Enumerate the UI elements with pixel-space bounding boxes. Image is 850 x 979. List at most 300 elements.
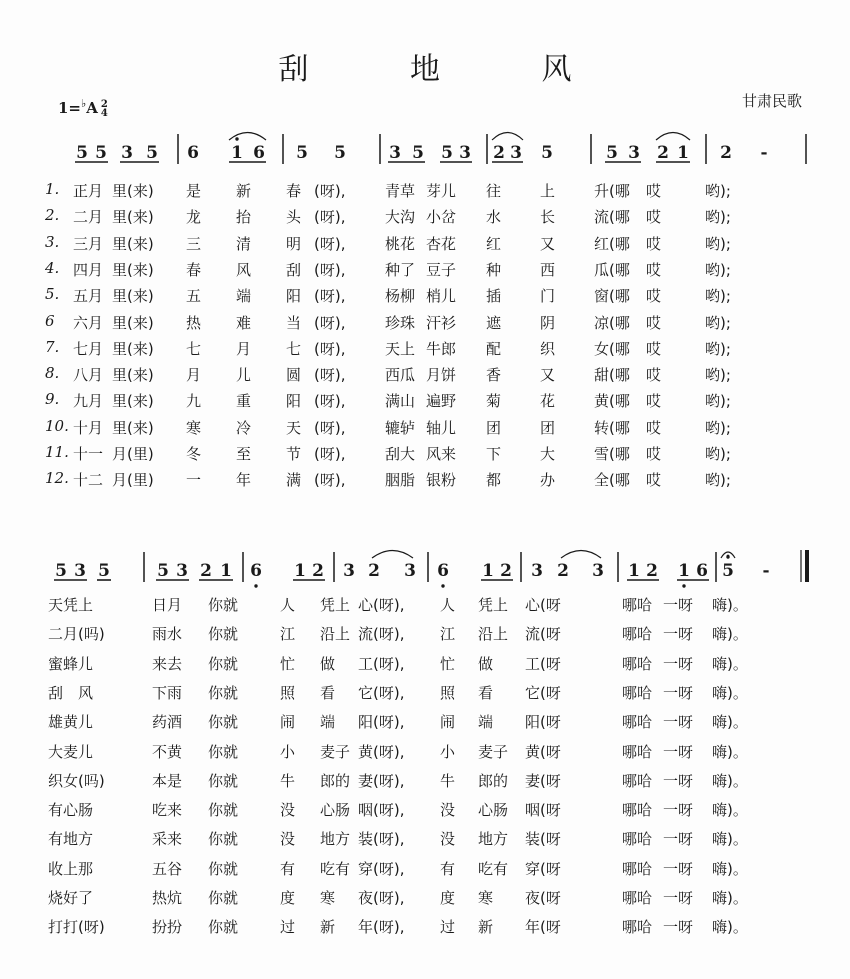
lyric-syllable: 过 (440, 918, 456, 937)
lyric-row (0, 770, 850, 794)
lyric-syllable: 十一 (73, 445, 104, 463)
lyric-syllable: 天上 (385, 339, 416, 358)
lyric-syllable: 麦子 (478, 742, 509, 761)
lyric-syllable: 烧好了 (48, 889, 94, 907)
note: 1 (231, 143, 243, 163)
note: 5 (441, 143, 453, 163)
lyric-syllable: 满山 (385, 392, 416, 411)
lyric-syllable: 闹 (280, 713, 296, 732)
note: 5 (76, 143, 88, 163)
lyric-syllable: 下雨 (152, 683, 183, 702)
lyric-syllable: 郎的 (478, 771, 509, 790)
lyric-syllable: 转(哪 (594, 418, 630, 437)
lyric-row (0, 285, 850, 309)
lyric-syllable: 杏花 (426, 234, 457, 253)
lyric-syllable: 里(来) (112, 339, 154, 358)
lyric-syllable: 黄(呀), (358, 742, 405, 761)
lyric-row (0, 338, 850, 362)
octave-dot (441, 584, 444, 587)
note: 1 (677, 143, 689, 163)
lyric-syllable: 织 (540, 339, 556, 358)
lyric-syllable: 明 (286, 234, 302, 253)
note: 2 (657, 143, 669, 163)
lyric-syllable: 它(呀), (358, 683, 405, 702)
lyric-syllable: 流(呀), (358, 625, 405, 644)
lyric-syllable: 你就 (208, 830, 239, 849)
lyric-syllable: 妻(呀 (525, 771, 561, 790)
lyric-syllable: (呀), (314, 313, 346, 332)
lyric-syllable: 你就 (208, 654, 239, 673)
lyric-syllable: 哎 (646, 313, 662, 332)
lyric-syllable: 儿 (236, 366, 252, 385)
lyric-syllable: 人 (280, 596, 296, 614)
note: 5 (606, 143, 618, 163)
lyric-syllable: 度 (280, 889, 296, 907)
lyric-syllable: 大沟 (385, 208, 416, 227)
lyric-syllable: 是 (186, 182, 202, 200)
note: 1 (294, 561, 306, 581)
lyric-syllable: 哪哈 (622, 830, 653, 849)
key-signature (58, 97, 108, 118)
lyric-row (0, 469, 850, 493)
note: 5 (157, 561, 169, 581)
lyric-syllable: 当 (286, 313, 302, 332)
note: 5 (722, 561, 734, 581)
lyric-syllable: 麦子 (320, 742, 351, 761)
lyric-syllable: 豆子 (426, 260, 457, 279)
lyric-syllable: 四月 (73, 260, 104, 279)
lyric-syllable: 胭脂 (385, 471, 416, 490)
lyric-syllable: 一 (186, 471, 202, 490)
lyric-syllable: 五谷 (152, 859, 183, 878)
lyric-syllable: 工(呀), (358, 654, 405, 673)
lyric-syllable: 一呀 (663, 683, 694, 702)
lyric-syllable: 刮大 (385, 445, 416, 463)
note: 2 (368, 561, 380, 581)
lyric-row (0, 916, 850, 940)
lyric-syllable: 一呀 (663, 859, 694, 878)
lyric-syllable: 雨水 (152, 625, 183, 644)
lyric-syllable: 哪哈 (622, 742, 653, 761)
lyric-syllable: 正月 (73, 182, 104, 200)
lyric-syllable: 寒 (186, 418, 202, 437)
note: 6 (250, 561, 262, 581)
lyric-syllable: 龙 (186, 208, 202, 227)
lyric-syllable: 七 (286, 339, 302, 358)
note: 2 (557, 561, 569, 581)
lyric-syllable: 夜(呀), (358, 889, 405, 907)
lyric-syllable: 哪哈 (622, 596, 653, 614)
lyric-syllable: 牛 (440, 771, 456, 790)
lyric-syllable: 全(哪 (594, 471, 630, 490)
lyric-syllable: 吃有 (320, 859, 351, 878)
lyric-syllable: 小 (280, 742, 296, 761)
lyric-syllable: 凭上 (320, 596, 351, 614)
lyric-syllable: 有心肠 (48, 801, 94, 820)
lyric-row (0, 799, 850, 823)
lyric-syllable: 装(呀), (358, 830, 405, 849)
verse-number: 9. (45, 390, 60, 409)
lyric-syllable: 哪哈 (622, 889, 653, 907)
tie-slur (656, 133, 690, 141)
lyric-syllable: 哟); (705, 208, 731, 227)
lyric-syllable: 采来 (152, 830, 183, 849)
lyric-syllable: (呀), (314, 392, 346, 411)
lyric-syllable: 都 (486, 471, 502, 490)
lyric-syllable: 里(来) (112, 260, 154, 279)
lyric-syllable: 七月 (73, 339, 104, 358)
lyric-syllable: 扮扮 (152, 918, 183, 937)
lyric-syllable: 一呀 (663, 830, 694, 849)
lyric-syllable: 嗨)。 (712, 625, 748, 644)
tie-slur (561, 551, 601, 559)
lyric-syllable: 嗨)。 (712, 742, 748, 761)
lyric-syllable: 西瓜 (385, 366, 416, 385)
lyric-syllable: 杨柳 (385, 287, 416, 306)
lyric-syllable: 年(呀), (358, 918, 405, 937)
lyric-syllable: 看 (478, 683, 494, 702)
lyric-syllable: 月饼 (426, 366, 457, 385)
lyric-syllable: 一呀 (663, 625, 694, 644)
lyric-syllable: 五 (186, 287, 202, 306)
note: 3 (628, 143, 640, 163)
melody-line-1 (0, 130, 850, 170)
lyric-row (0, 711, 850, 735)
lyric-syllable: 牛郎 (426, 339, 457, 358)
lyric-syllable: 蜜蜂儿 (48, 654, 94, 673)
lyric-syllable: 咽(呀), (358, 801, 405, 820)
lyric-syllable: 哪哈 (622, 801, 653, 820)
lyric-syllable: 一呀 (663, 713, 694, 732)
lyric-syllable: 嗨)。 (712, 801, 748, 820)
lyric-syllable: 头 (286, 208, 302, 227)
lyric-syllable: 天 (286, 418, 302, 437)
lyric-syllable: 西 (540, 260, 556, 279)
lyric-syllable: 又 (540, 234, 556, 253)
verse-number: 2. (45, 206, 60, 225)
lyric-syllable: 门 (540, 287, 556, 306)
note: 2 (720, 143, 732, 163)
lyric-syllable: 里(来) (112, 287, 154, 306)
lyric-syllable: 嗨)。 (712, 889, 748, 907)
lyric-syllable: 寒 (320, 889, 336, 907)
lyric-syllable: 穿(呀 (525, 859, 561, 878)
lyric-syllable: 瓜(哪 (594, 260, 630, 279)
lyric-syllable: 郎的 (320, 771, 351, 790)
lyric-syllable: (呀), (314, 260, 346, 279)
lyric-syllable: 心肠 (320, 801, 351, 820)
lyric-syllable: 哎 (646, 260, 662, 279)
note: 5 (98, 561, 110, 581)
lyric-syllable: 辘轳 (385, 418, 416, 437)
lyric-syllable: 闹 (440, 713, 456, 732)
lyric-syllable: 嗨)。 (712, 683, 748, 702)
lyric-syllable: 一呀 (663, 771, 694, 790)
lyric-syllable: 十月 (73, 418, 104, 437)
lyric-syllable: 年 (236, 471, 252, 490)
lyric-syllable: 一呀 (663, 918, 694, 937)
lyric-syllable: 忙 (280, 654, 296, 673)
lyric-syllable: 花 (540, 392, 556, 411)
octave-dot (235, 137, 238, 140)
lyric-syllable: 一呀 (663, 889, 694, 907)
lyric-syllable: 一呀 (663, 596, 694, 614)
lyric-syllable: 忙 (440, 654, 456, 673)
lyric-syllable: 凭上 (478, 596, 509, 614)
lyric-syllable: 哪哈 (622, 771, 653, 790)
lyric-syllable: 照 (280, 683, 296, 702)
lyric-syllable: 哎 (646, 287, 662, 306)
lyric-syllable: 哪哈 (622, 713, 653, 732)
note: 5 (146, 143, 158, 163)
lyric-syllable: 桃花 (385, 234, 416, 253)
lyric-syllable: 你就 (208, 801, 239, 820)
lyric-syllable: 织女(吗) (48, 771, 105, 790)
note: 2 (500, 561, 512, 581)
song-title: 刮 地 风 (278, 52, 618, 87)
lyric-syllable: 妻(呀), (358, 771, 405, 790)
lyric-row (0, 858, 850, 882)
lyric-syllable: 春 (186, 260, 202, 279)
lyric-syllable: 哪哈 (622, 859, 653, 878)
lyric-syllable: 升(哪 (594, 182, 630, 200)
lyric-syllable: 窗(哪 (594, 287, 630, 306)
tie-slur (372, 551, 413, 559)
note: 2 (200, 561, 212, 581)
lyric-syllable: 雪(哪 (594, 445, 630, 463)
lyric-syllable: 汗衫 (426, 313, 457, 332)
lyric-syllable: 来去 (152, 654, 183, 673)
lyric-syllable: 青草 (385, 182, 416, 200)
lyric-syllable: 阳(呀 (525, 713, 561, 732)
lyric-syllable: 哎 (646, 234, 662, 253)
lyric-syllable: 红(哪 (594, 234, 630, 253)
note: 3 (343, 561, 355, 581)
lyric-syllable: 红 (486, 234, 502, 253)
lyric-syllable: 春 (286, 182, 302, 200)
lyric-syllable: 重 (236, 392, 252, 411)
lyric-syllable: 黄(呀 (525, 742, 561, 761)
tie-slur (229, 133, 266, 141)
lyric-syllable: 它(呀 (525, 683, 561, 702)
lyric-syllable: 哎 (646, 471, 662, 490)
note: 5 (55, 561, 67, 581)
lyric-syllable: 哟); (705, 182, 731, 200)
lyric-syllable: 月(里) (112, 471, 154, 490)
lyric-syllable: 照 (440, 683, 456, 702)
lyric-syllable: 黄(哪 (594, 392, 630, 411)
lyric-syllable: 你就 (208, 918, 239, 937)
lyric-row (0, 259, 850, 283)
lyric-syllable: 收上那 (48, 859, 94, 878)
verse-number: 1. (45, 180, 60, 198)
lyric-syllable: 药酒 (152, 713, 183, 732)
lyric-syllable: 团 (486, 418, 502, 437)
lyric-syllable: 哎 (646, 445, 662, 463)
lyric-syllable: 遍野 (426, 392, 457, 411)
lyric-syllable: 二月(吗) (48, 625, 105, 644)
note: 2 (646, 561, 658, 581)
lyric-syllable: 九 (186, 392, 202, 411)
lyric-syllable: 哟); (705, 366, 731, 385)
lyric-syllable: 哎 (646, 339, 662, 358)
lyric-syllable: 嗨)。 (712, 830, 748, 849)
octave-dot (682, 584, 685, 587)
lyric-syllable: 里(来) (112, 208, 154, 227)
lyric-syllable: 种 (486, 260, 502, 279)
lyric-syllable: 至 (236, 445, 252, 463)
key-prefix: 1= (58, 99, 82, 117)
note: 3 (74, 561, 86, 581)
verse-number: 6 (45, 311, 55, 330)
lyric-syllable: 小 (440, 742, 456, 761)
lyric-syllable: 地方 (320, 830, 351, 849)
lyric-syllable: 清 (236, 234, 252, 253)
lyric-syllable: 新 (320, 918, 336, 937)
lyric-syllable: 大 (540, 445, 556, 463)
lyric-syllable: 哟); (705, 418, 731, 437)
lyric-syllable: 夜(呀 (525, 889, 561, 907)
lyric-syllable: 风来 (426, 445, 457, 463)
lyric-syllable: 哪哈 (622, 625, 653, 644)
lyric-syllable: 流(哪 (594, 208, 630, 227)
lyric-syllable: 下 (486, 445, 502, 463)
lyric-syllable: 阳 (286, 287, 302, 306)
flat-sign: ♭ (81, 97, 87, 110)
lyric-syllable: (呀), (314, 234, 346, 253)
lyric-syllable: 小岔 (426, 208, 457, 227)
lyric-syllable: 没 (440, 801, 456, 820)
lyric-syllable: 冷 (236, 418, 252, 437)
lyric-row (0, 233, 850, 257)
lyric-syllable: 你就 (208, 889, 239, 907)
lyric-syllable: 七 (186, 339, 202, 358)
lyric-syllable: 八月 (73, 366, 104, 385)
lyric-syllable: 工(呀 (525, 654, 561, 673)
lyric-syllable: 沿上 (478, 625, 509, 644)
lyric-syllable: 配 (486, 339, 502, 358)
lyric-syllable: (呀), (314, 366, 346, 385)
lyric-syllable: 年(呀 (525, 918, 561, 937)
lyric-syllable: 雄黄儿 (48, 713, 94, 732)
verse-number: 12. (45, 469, 69, 488)
lyric-syllable: 办 (540, 471, 556, 490)
lyric-syllable: 一呀 (663, 742, 694, 761)
note: 3 (531, 561, 543, 581)
lyric-syllable: 新 (236, 182, 252, 200)
lyric-syllable: 长 (540, 208, 556, 227)
lyric-syllable: 水 (486, 208, 502, 227)
lyric-syllable: 哪哈 (622, 683, 653, 702)
lyric-syllable: 阴 (540, 313, 556, 332)
lyric-syllable: 嗨)。 (712, 771, 748, 790)
lyric-syllable: 端 (236, 287, 252, 306)
lyric-syllable: 哟); (705, 445, 731, 463)
lyric-syllable: 你就 (208, 596, 239, 614)
lyric-syllable: 哎 (646, 418, 662, 437)
tie-slur (492, 133, 523, 141)
lyric-syllable: 嗨)。 (712, 713, 748, 732)
time-bottom: 4 (100, 108, 108, 119)
lyric-syllable: 哎 (646, 366, 662, 385)
lyric-row (0, 887, 850, 911)
lyric-syllable: 吃来 (152, 801, 183, 820)
note: 1 (628, 561, 640, 581)
lyric-syllable: 日月 (152, 596, 183, 614)
lyric-syllable: 做 (320, 654, 336, 673)
lyric-row (0, 312, 850, 336)
lyric-syllable: 你就 (208, 771, 239, 790)
lyric-syllable: 又 (540, 366, 556, 385)
lyric-syllable: 装(呀 (525, 830, 561, 849)
lyric-syllable: (呀), (314, 182, 346, 200)
lyric-syllable: 抬 (236, 208, 252, 227)
lyric-syllable: 没 (440, 830, 456, 849)
lyric-syllable: 度 (440, 889, 456, 907)
lyric-syllable: (呀), (314, 339, 346, 358)
lyric-syllable: 嗨)。 (712, 918, 748, 937)
verse-number: 8. (45, 364, 60, 383)
lyric-syllable: 心肠 (478, 801, 509, 820)
lyric-syllable: 节 (286, 445, 302, 463)
lyric-syllable: 你就 (208, 742, 239, 761)
fermata-dot (727, 555, 730, 558)
lyric-row (0, 682, 850, 706)
note: 6 (696, 561, 708, 581)
lyric-row (0, 653, 850, 677)
lyric-syllable: (呀), (314, 418, 346, 437)
lyric-syllable: 十二 (73, 471, 104, 490)
lyric-row (0, 594, 850, 618)
lyric-syllable: 哪哈 (622, 654, 653, 673)
lyric-syllable: 一呀 (663, 801, 694, 820)
lyric-syllable: 你就 (208, 859, 239, 878)
lyric-syllable: 三月 (73, 234, 104, 253)
lyric-syllable: 哟); (705, 234, 731, 253)
lyric-syllable: 五月 (73, 287, 104, 306)
lyric-syllable: 阳 (286, 392, 302, 411)
lyric-syllable: (呀), (314, 287, 346, 306)
lyric-syllable: 芽儿 (426, 182, 457, 200)
lyric-syllable: 遮 (486, 313, 502, 332)
note: 5 (412, 143, 424, 163)
lyric-row (0, 623, 850, 647)
lyric-syllable: 珍珠 (385, 313, 416, 332)
lyric-syllable: 哟); (705, 287, 731, 306)
note: 6 (437, 561, 449, 581)
note: 3 (510, 143, 522, 163)
verse-number: 3. (45, 232, 60, 251)
lyric-syllable: 牛 (280, 771, 296, 790)
lyric-syllable: 心(呀), (358, 596, 405, 614)
lyric-syllable: 一呀 (663, 654, 694, 673)
note: 5 (334, 143, 346, 163)
lyric-row (0, 417, 850, 441)
lyric-syllable: 风 (236, 260, 252, 279)
lyric-syllable: 二月 (73, 208, 104, 227)
lyric-syllable: 有地方 (48, 830, 94, 849)
lyric-syllable: 满 (286, 471, 302, 490)
song-origin: 甘肃民歌 (742, 92, 803, 110)
time-signature (101, 100, 108, 118)
note: 6 (253, 143, 265, 163)
lyric-syllable: 过 (280, 918, 296, 937)
lyric-syllable: 冬 (186, 445, 202, 463)
verse-number: 11. (45, 443, 69, 461)
lyric-syllable: 天凭上 (48, 596, 94, 614)
lyric-syllable: 哟); (705, 471, 731, 490)
lyric-syllable: 哟); (705, 392, 731, 411)
